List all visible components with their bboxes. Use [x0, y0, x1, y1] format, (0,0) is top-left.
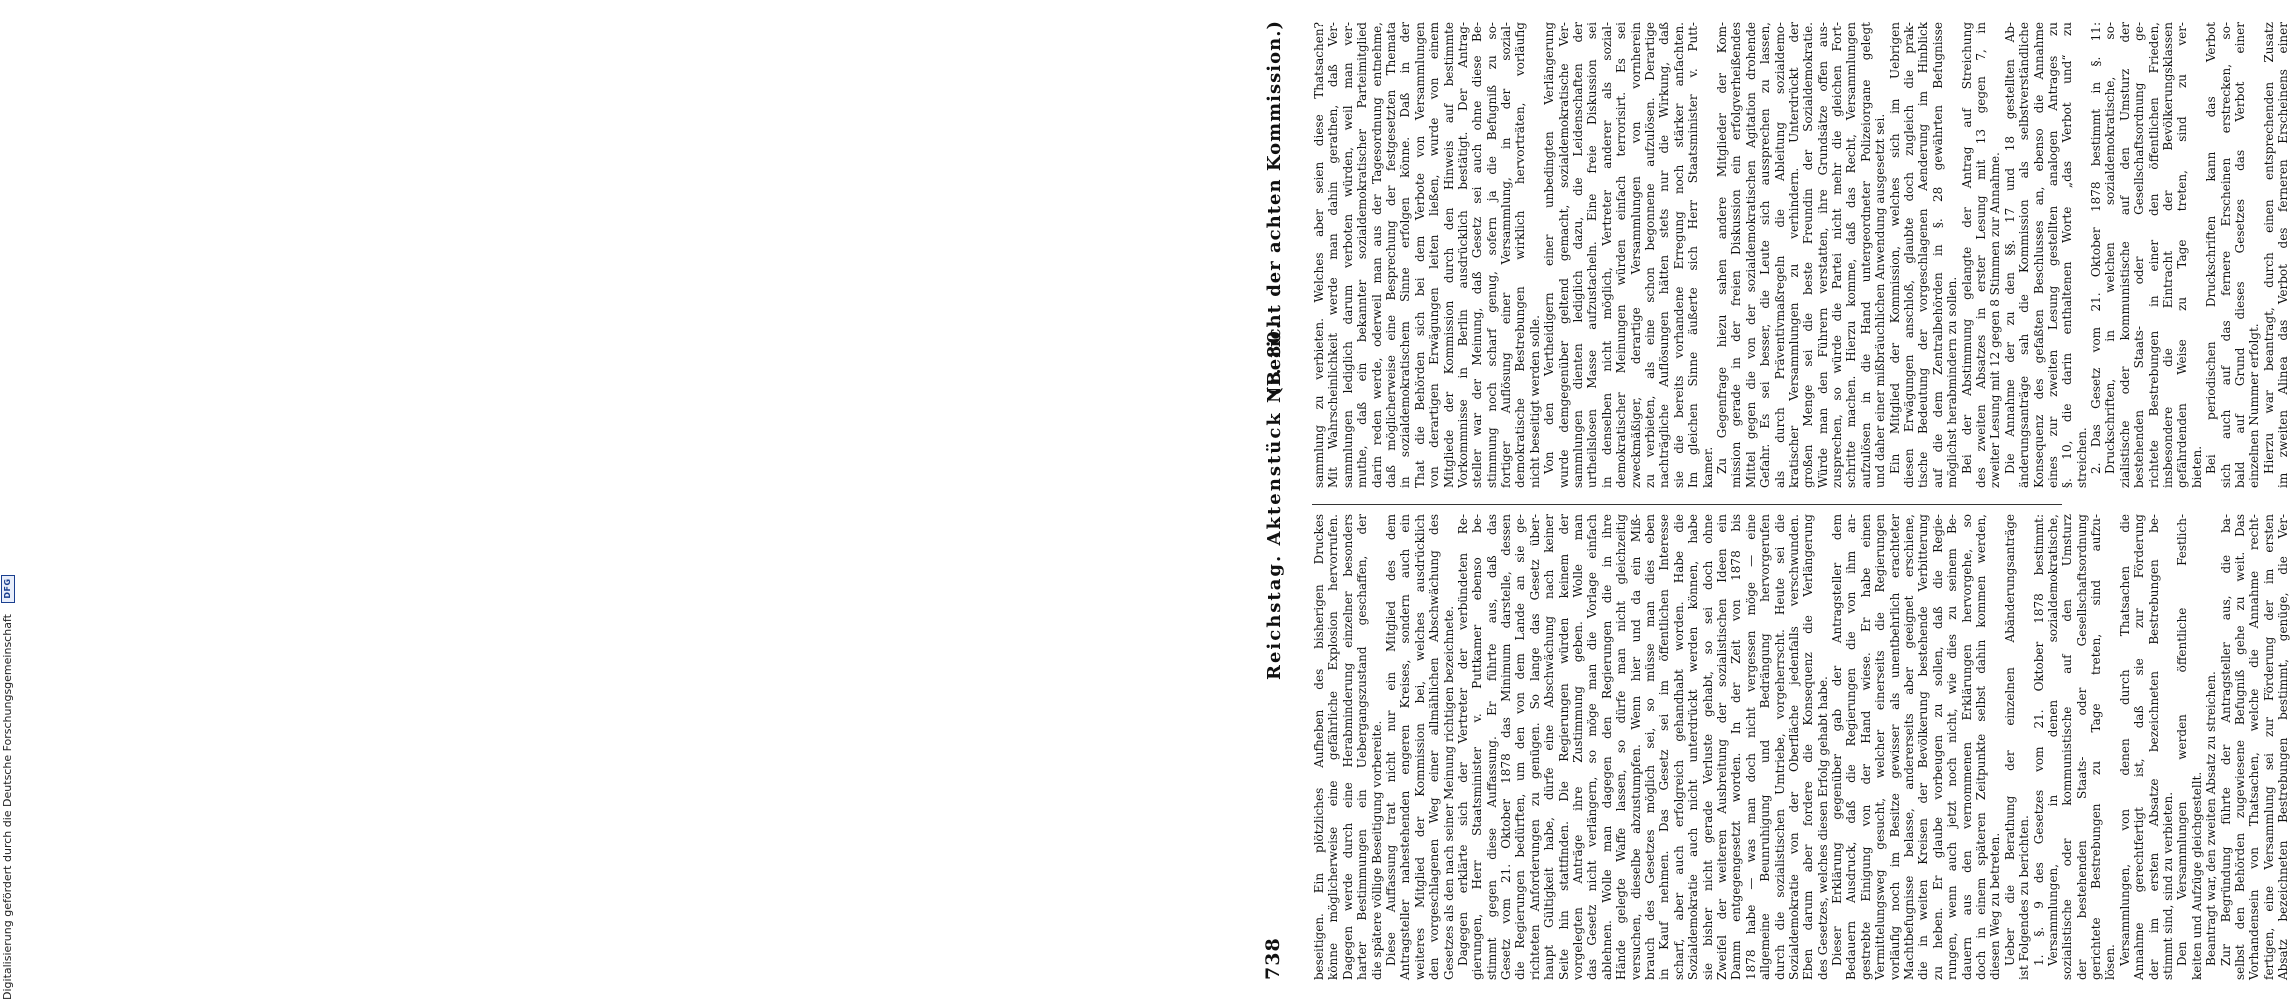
text-line: möglichst herabmindern zu sollen. — [1945, 276, 1960, 488]
text-line: richtete Bestrebungen in einer den öffentlichen Frieden, — [2146, 22, 2161, 488]
text-line: insbesondere die Eintracht der Bevölkerungsklassen — [2161, 22, 2176, 488]
text-line: 2. Das Gesetz vom 21. Oktober 1878 bestimmt in §. 11: — [2089, 22, 2104, 474]
text-line: des Gesetzes, welches diesen Erfolg gehabt habe. — [1815, 676, 1830, 980]
text-line: durch die sozialistischen Umtriebe, vorgeherrscht. Heute sei die — [1772, 514, 1787, 980]
text-line: zweiter Lesung mit 12 gegen 8 Stimmen zur Annahme. — [1988, 152, 2003, 488]
text-line: sammlung zu verbieten. Welches aber seien diese Thatsachen? — [1312, 22, 1326, 488]
text-line: Absatz bezeichneten Bestrebungen bestimmt, genüge, die Ver- — [2276, 514, 2291, 980]
text-line: auf die dem Zentralbehörden in §. 28 gewährten Befugnisse — [1930, 22, 1945, 488]
text-line: That die Behörden sich bei dem Verbote von Versammlungen — [1412, 22, 1427, 488]
text-line: Ueber die Berathung der einzelnen Abänderungsanträge — [2002, 514, 2017, 966]
text-line: in sozialdemokratischem Sinne erfolgen könne. Daß in der — [1398, 22, 1413, 488]
text-line: Bei der Abstimmung gelangte der Antrag auf Streichung — [1959, 22, 1974, 474]
text-line: die in weiten Kreisen der Bevölkerung bestehende Verbitterung — [1916, 514, 1931, 980]
text-line: aufzulösen in die Hand untergeordneter Polizeiorgane gelegt — [1858, 22, 1873, 488]
text-line: bestehenden Staats- oder Gesellschaftsordnung ge- — [2132, 22, 2147, 488]
text-column-right — [1312, 22, 2291, 488]
text-line: gestrebte Einigung von der Hand wiese. Er habe einen — [1858, 514, 1873, 980]
text-line: brauch des Gesetzes möglich sei, so müsse man dies eben — [1642, 514, 1657, 980]
text-line: Sozialdemokratie auch nicht unterdrückt werden können, habe — [1686, 514, 1701, 980]
text-line: fertigen, eine Versammlung sei zur Förderung der im ersten — [2261, 514, 2276, 980]
text-line: änderungsanträge sah die Kommission als selbstverständliche — [2017, 22, 2032, 488]
text-line: haupt Gültigkeit habe, dürfe eine Abschwächung nach keiner — [1542, 514, 1557, 980]
text-line: ist Folgendes zu berichten. — [2017, 815, 2032, 980]
text-line: Bei periodischen Druckschriften kann das Verbot — [2204, 22, 2219, 474]
text-line: nicht beseitigt werden solle. — [1527, 315, 1542, 488]
text-line: Mitgliede der Kommission durch den Hinweis auf bestimmte — [1441, 22, 1456, 488]
text-line: streichen. — [2074, 427, 2089, 488]
text-line: darin reden werde, oderweil man aus der Tagesordnung entnehme, — [1369, 22, 1384, 488]
text-line: sie die bereits vorhandene Erregung noch stärker anfachten. — [1671, 22, 1686, 488]
text-line: Annahme gerechtfertigt ist, daß sie zur Förderung — [2132, 514, 2147, 980]
text-line: zialistische oder kommunistische auf den Umsturz der — [2117, 22, 2132, 488]
text-line: großen Menge sei die beste Freundin der Sozialdemokratie. — [1801, 22, 1816, 488]
text-line: lösen. — [2103, 944, 2118, 980]
text-line: sammlungen dienten lediglich dazu, die Leidenschaften der — [1571, 22, 1586, 488]
text-line: nachträgliche Auflösungen hätten stets nur die Wirkung, daß — [1657, 22, 1672, 488]
text-line: stimmt gegen diese Auffassung. Er führte aus, daß das — [1484, 514, 1499, 980]
text-line: scharf, aber auch erfolgreich gehandhabt worden. Habe die — [1671, 514, 1686, 980]
column-divider — [1312, 504, 2062, 505]
text-line: zusprechen, so würde die Partei nicht mehr die gleichen Fort- — [1830, 22, 1845, 488]
digitization-credit-text: Digitalisierung gefördert durch die Deutsche Forschungsgemeinschaft — [1, 614, 14, 1000]
running-head-report-title: (Bericht der achten Kommission.) — [1264, 20, 1285, 396]
text-line: steller war der Meinung, daß Gesetz sei auch ohne diese Be- — [1470, 22, 1485, 488]
text-line: gefährdenden Weise zu Tage treten, sind zu ver- — [2175, 22, 2190, 488]
text-line: Vorhandensein von Thatsachen, welche die Annahme recht- — [2247, 514, 2262, 980]
text-line: Von den Vertheidigern einer unbedingten Verlängerung — [1542, 22, 1557, 474]
text-line: Gefahr. Es sei besser, die Leute sich aussprechen zu lassen, — [1758, 22, 1773, 488]
text-line: beseitigen. Ein plötzliches Aufheben des bisherigen Druckes — [1312, 514, 1326, 980]
text-line: demokratischer Meinungen würden einfach terrorisirt. Es sei — [1614, 22, 1629, 488]
text-line: gerichtete Bestrebungen zu Tage treten, sind aufzu- — [2089, 514, 2104, 980]
text-line: selbst den Behörden zugewiesene Befugniß gehe zu weit. Das — [2233, 514, 2247, 980]
text-line: Zweifel der weiteren Ausbreitung der sozialistischen Ideen ein — [1714, 514, 1729, 980]
text-line: der im ersten Absatze bezeichneten Bestrebungen be- — [2146, 514, 2161, 980]
page-number: 738 — [1262, 937, 1284, 980]
text-line: Mittel gegen die von der sozialdemokratischen Agitation drohende — [1743, 22, 1758, 488]
text-line: in denselben nicht möglich, Vertreter anderer als sozial- — [1599, 22, 1614, 488]
text-line: dauern aus den vernommenen Erklärungen hervorgehe, so — [1959, 514, 1974, 980]
text-line: zweckmäßiger, derartige Versammlungen von vornherein — [1628, 22, 1643, 488]
text-line: Ein Mitglied der Kommission, welches sich im Uebrigen — [1887, 22, 1902, 474]
text-line: Konsequenz des gefaßten Beschlusses an, ebenso die Annahme — [2031, 22, 2046, 488]
text-line: und daher einer mißbräuchlichen Anwendung ausgesetzt sei. — [1873, 113, 1888, 488]
text-line: Versammlungen, in denen sozialdemokratische, — [2045, 514, 2060, 966]
text-line: Seite hin stattfinden. Die Regierungen würden keinem der — [1556, 514, 1571, 980]
text-line: allgemeine Beunruhigung und Bedrängung hervorgerufen — [1758, 514, 1773, 980]
text-line: §. 10, die darin enthaltenen Worte „das Verbot und“ zu — [2060, 22, 2075, 488]
text-line: diesen Weg zu betreten. — [1988, 832, 2003, 980]
text-line: die spätere völlige Beseitigung vorbereite. — [1369, 720, 1384, 980]
text-line: mission gerade in der freien Diskussion ein erfolgverheißendes — [1729, 22, 1744, 488]
text-line: eines zur zweiten Lesung gestellten analogen Antrages zu — [2045, 22, 2060, 488]
text-line: richteten Anforderungen zu genügen. So lange das Gesetz über- — [1527, 514, 1542, 980]
digitization-credit — [0, 0, 16, 1000]
text-line: harter Bestimmungen ein Uebergangszustand geschaffen, der — [1355, 514, 1370, 980]
text-line: Bedauern Ausdruck, daß die Regierungen die von ihm an- — [1844, 514, 1859, 980]
text-line: ablehnen. Wolle man dagegen den Regierungen die in ihre — [1599, 514, 1614, 980]
text-line: demokratische Bestrebungen wirklich hervorträten, vorläufig — [1513, 22, 1528, 488]
text-line: Dagegen erklärte sich der Vertreter der verbündeten Re- — [1455, 514, 1470, 966]
text-line: wurde demgegenüber geltend gemacht, sozialdemokratische Ver- — [1556, 22, 1571, 488]
text-line: 1878 habe — was man doch nicht vergessen möge — eine — [1743, 514, 1758, 980]
text-line: als durch Präventivmaßregeln die Ableitung sozialdemo- — [1772, 22, 1787, 488]
running-head: Reichstag. Aktenstück Nr. 80. — [1264, 320, 1285, 680]
text-line: in Kauf nehmen. Das Gesetz sei im öffentlichen Interesse — [1657, 514, 1672, 980]
text-line: Machtbefugnisse belasse, andererseits aber geeignet erschiene, — [1902, 514, 1917, 980]
text-line: vorgelegten Anträge ihre Zustimmung geben. Wolle man — [1571, 514, 1586, 980]
text-line: doch in einem späteren Zeitpunkte selbst dahin kommen werden, — [1973, 514, 1988, 980]
text-line: keiten und Aufzüge gleichgestellt. — [2189, 771, 2204, 980]
text-line: Gesetzes als den nach seiner Meinung richtigen bezeichnete. — [1441, 605, 1456, 980]
text-line: die Regierungen bedürften, um den von dem Lande an sie ge- — [1513, 514, 1528, 980]
text-line: Damm entgegengesetzt worden. In der Zeit von 1878 bis — [1729, 514, 1744, 980]
text-line: zu heben. Er glaube vorbeugen zu sollen, daß die Regie- — [1930, 514, 1945, 980]
text-line: kratischer Versammlungen zu verhindern. Unterdrückt der — [1786, 22, 1801, 488]
text-line: sie bisher nicht gerade Verluste gehabt, so sei doch ohne — [1700, 514, 1715, 980]
text-line: sammlungen lediglich darum verboten würden, weil man ver- — [1340, 22, 1355, 488]
text-line: Zur Begründung führte der Antragsteller aus, die ba- — [2218, 514, 2233, 966]
text-line: gierungen, Herr Staatsminister v. Puttkamer ebenso be- — [1470, 514, 1485, 980]
text-line: versuchen, dieselbe abzustumpfen. Wenn hier und da ein Miß- — [1628, 514, 1643, 980]
text-line: weiteres Mitglied der Kommission bei, welches ausdrücklich — [1412, 514, 1427, 980]
text-line: Sozialdemokratie von der Oberfläche jedenfalls verschwunden. — [1786, 514, 1801, 980]
text-line: Dieser Erklärung gegenüber gab der Antragsteller dem — [1830, 514, 1845, 966]
text-line: daß möglicherweise eine Besprechung der festgesetzten Themata — [1383, 22, 1398, 488]
text-line: Antragsteller nahestehenden engeren Kreises, sondern auch ein — [1398, 514, 1413, 980]
text-line: bieten. — [2189, 445, 2204, 488]
text-line: Beantragt war, den zweiten Absatz zu streichen. — [2204, 671, 2219, 966]
text-line: Hände gelegte Waffe lassen, so dürfe man nicht gleichzeitig — [1614, 514, 1629, 980]
text-line: Vorkommnisse in Berlin ausdrücklich bestätigt. Der Antrag- — [1455, 22, 1470, 488]
text-line: der bestehenden Staats- oder Gesellschaftsordnung — [2074, 514, 2089, 980]
text-line: Dagegen werde durch eine Herabminderung einzelner besonders — [1340, 514, 1355, 980]
page-header — [1262, 20, 1292, 980]
text-line: einzelnen Nummer erfolgt. — [2247, 323, 2262, 488]
dfg-logo: DFG — [1, 575, 15, 603]
text-line: urtheilslosen Masse aufzustacheln. Eine freie Diskussion sei — [1585, 22, 1600, 488]
text-line: schritte machen. Hierzu komme, daß das Recht, Versammlungen — [1844, 22, 1859, 488]
text-line: Gesetz vom 21. Oktober 1878 das Minimum darstelle, dessen — [1499, 514, 1514, 980]
text-line: Den Versammlungen werden öffentliche Festlich- — [2175, 514, 2190, 966]
text-line: muthe, daß ein bekannter sozialdemokratischer Parteimitglied — [1355, 22, 1370, 488]
text-line: Hierzu war beantragt, durch einen entsprechenden Zusatz — [2261, 22, 2276, 474]
text-line: von derartigen Erwägungen leiten ließen, wurde von einem — [1427, 22, 1442, 488]
text-line: 1. §. 9 des Gesetzes vom 21. Oktober 1878 bestimmt: — [2031, 514, 2046, 966]
text-line: sozialistische oder kommunistische auf den Umsturz — [2060, 514, 2075, 980]
text-line: Würde man den Führern verstatten, ihre Grundsätze offen aus- — [1815, 22, 1830, 488]
text-line: Diese Auffassung trat nicht nur ein Mitglied des dem — [1383, 514, 1398, 966]
text-line: diesen Erwägungen anschloß, glaubte doch zugleich die prak- — [1902, 22, 1917, 488]
text-line: bald auf Grund dieses Gesetzes das Verbot einer — [2233, 22, 2247, 488]
text-line: rungen, wenn auch jetzt noch nicht, wie dies zu seinem Be- — [1945, 514, 1960, 980]
text-line: könne möglicherweise eine gefährliche Explosion hervorrufen. — [1326, 514, 1341, 980]
text-line: im zweiten Alinea das Verbot des ferneren Erscheinens einer — [2276, 22, 2291, 488]
text-line: vorläufig noch im Besitze gewisser als unentbehrlich erachteter — [1887, 514, 1902, 980]
text-line: sich auch auf das fernere Erscheinen erstrecken, so- — [2218, 22, 2233, 488]
text-line: zu verbieten, als eine schon begonnene aufzulösen. Derartige — [1642, 22, 1657, 488]
text-line: Eben darum aber fordere die Konsequenz die Verlängerung — [1801, 514, 1816, 980]
text-line: fortiger Auflösung einer Versammlung, in der sozial- — [1499, 22, 1514, 488]
text-line: Versammlungen, von denen durch Thatsachen die — [2117, 514, 2132, 966]
text-line: Vermittelungsweg gesucht, welcher einerseits die Regierungen — [1873, 514, 1888, 980]
text-line: Die Annahme der zu den §§. 17 und 18 gestellten Ab- — [2002, 22, 2017, 474]
text-line: stimmung noch scharf genug, sofern ja die Befugniß zu so- — [1484, 22, 1499, 488]
text-line: tische Bedeutung der vorgeschlagenen Aenderung im Hinblick — [1916, 22, 1931, 488]
text-line: kamer. — [1700, 446, 1715, 488]
text-line: den vorgeschlagenen Weg einer allmählichen Abschwächung des — [1427, 514, 1442, 980]
text-line: Im gleichen Sinne äußerte sich Herr Staatsminister v. Putt- — [1686, 22, 1701, 488]
text-line: des zweiten Absatzes in erster Lesung mit 13 gegen 7, in — [1973, 22, 1988, 488]
text-line: das Gesetz nicht verlängern, so möge man die Vorlage einfach — [1585, 514, 1600, 980]
text-line: Mit Wahrscheinlichkeit werde man dahin gerathen, daß Ver- — [1326, 22, 1341, 488]
text-line: Druckschriften, in welchen sozialdemokratische, so- — [2103, 22, 2118, 474]
text-line: Zu Gegenfrage hiezu sahen andere Mitglieder der Kom- — [1714, 22, 1729, 474]
text-line: stimmt sind, sind zu verbieten. — [2161, 791, 2176, 980]
text-column-left — [1312, 514, 2291, 980]
